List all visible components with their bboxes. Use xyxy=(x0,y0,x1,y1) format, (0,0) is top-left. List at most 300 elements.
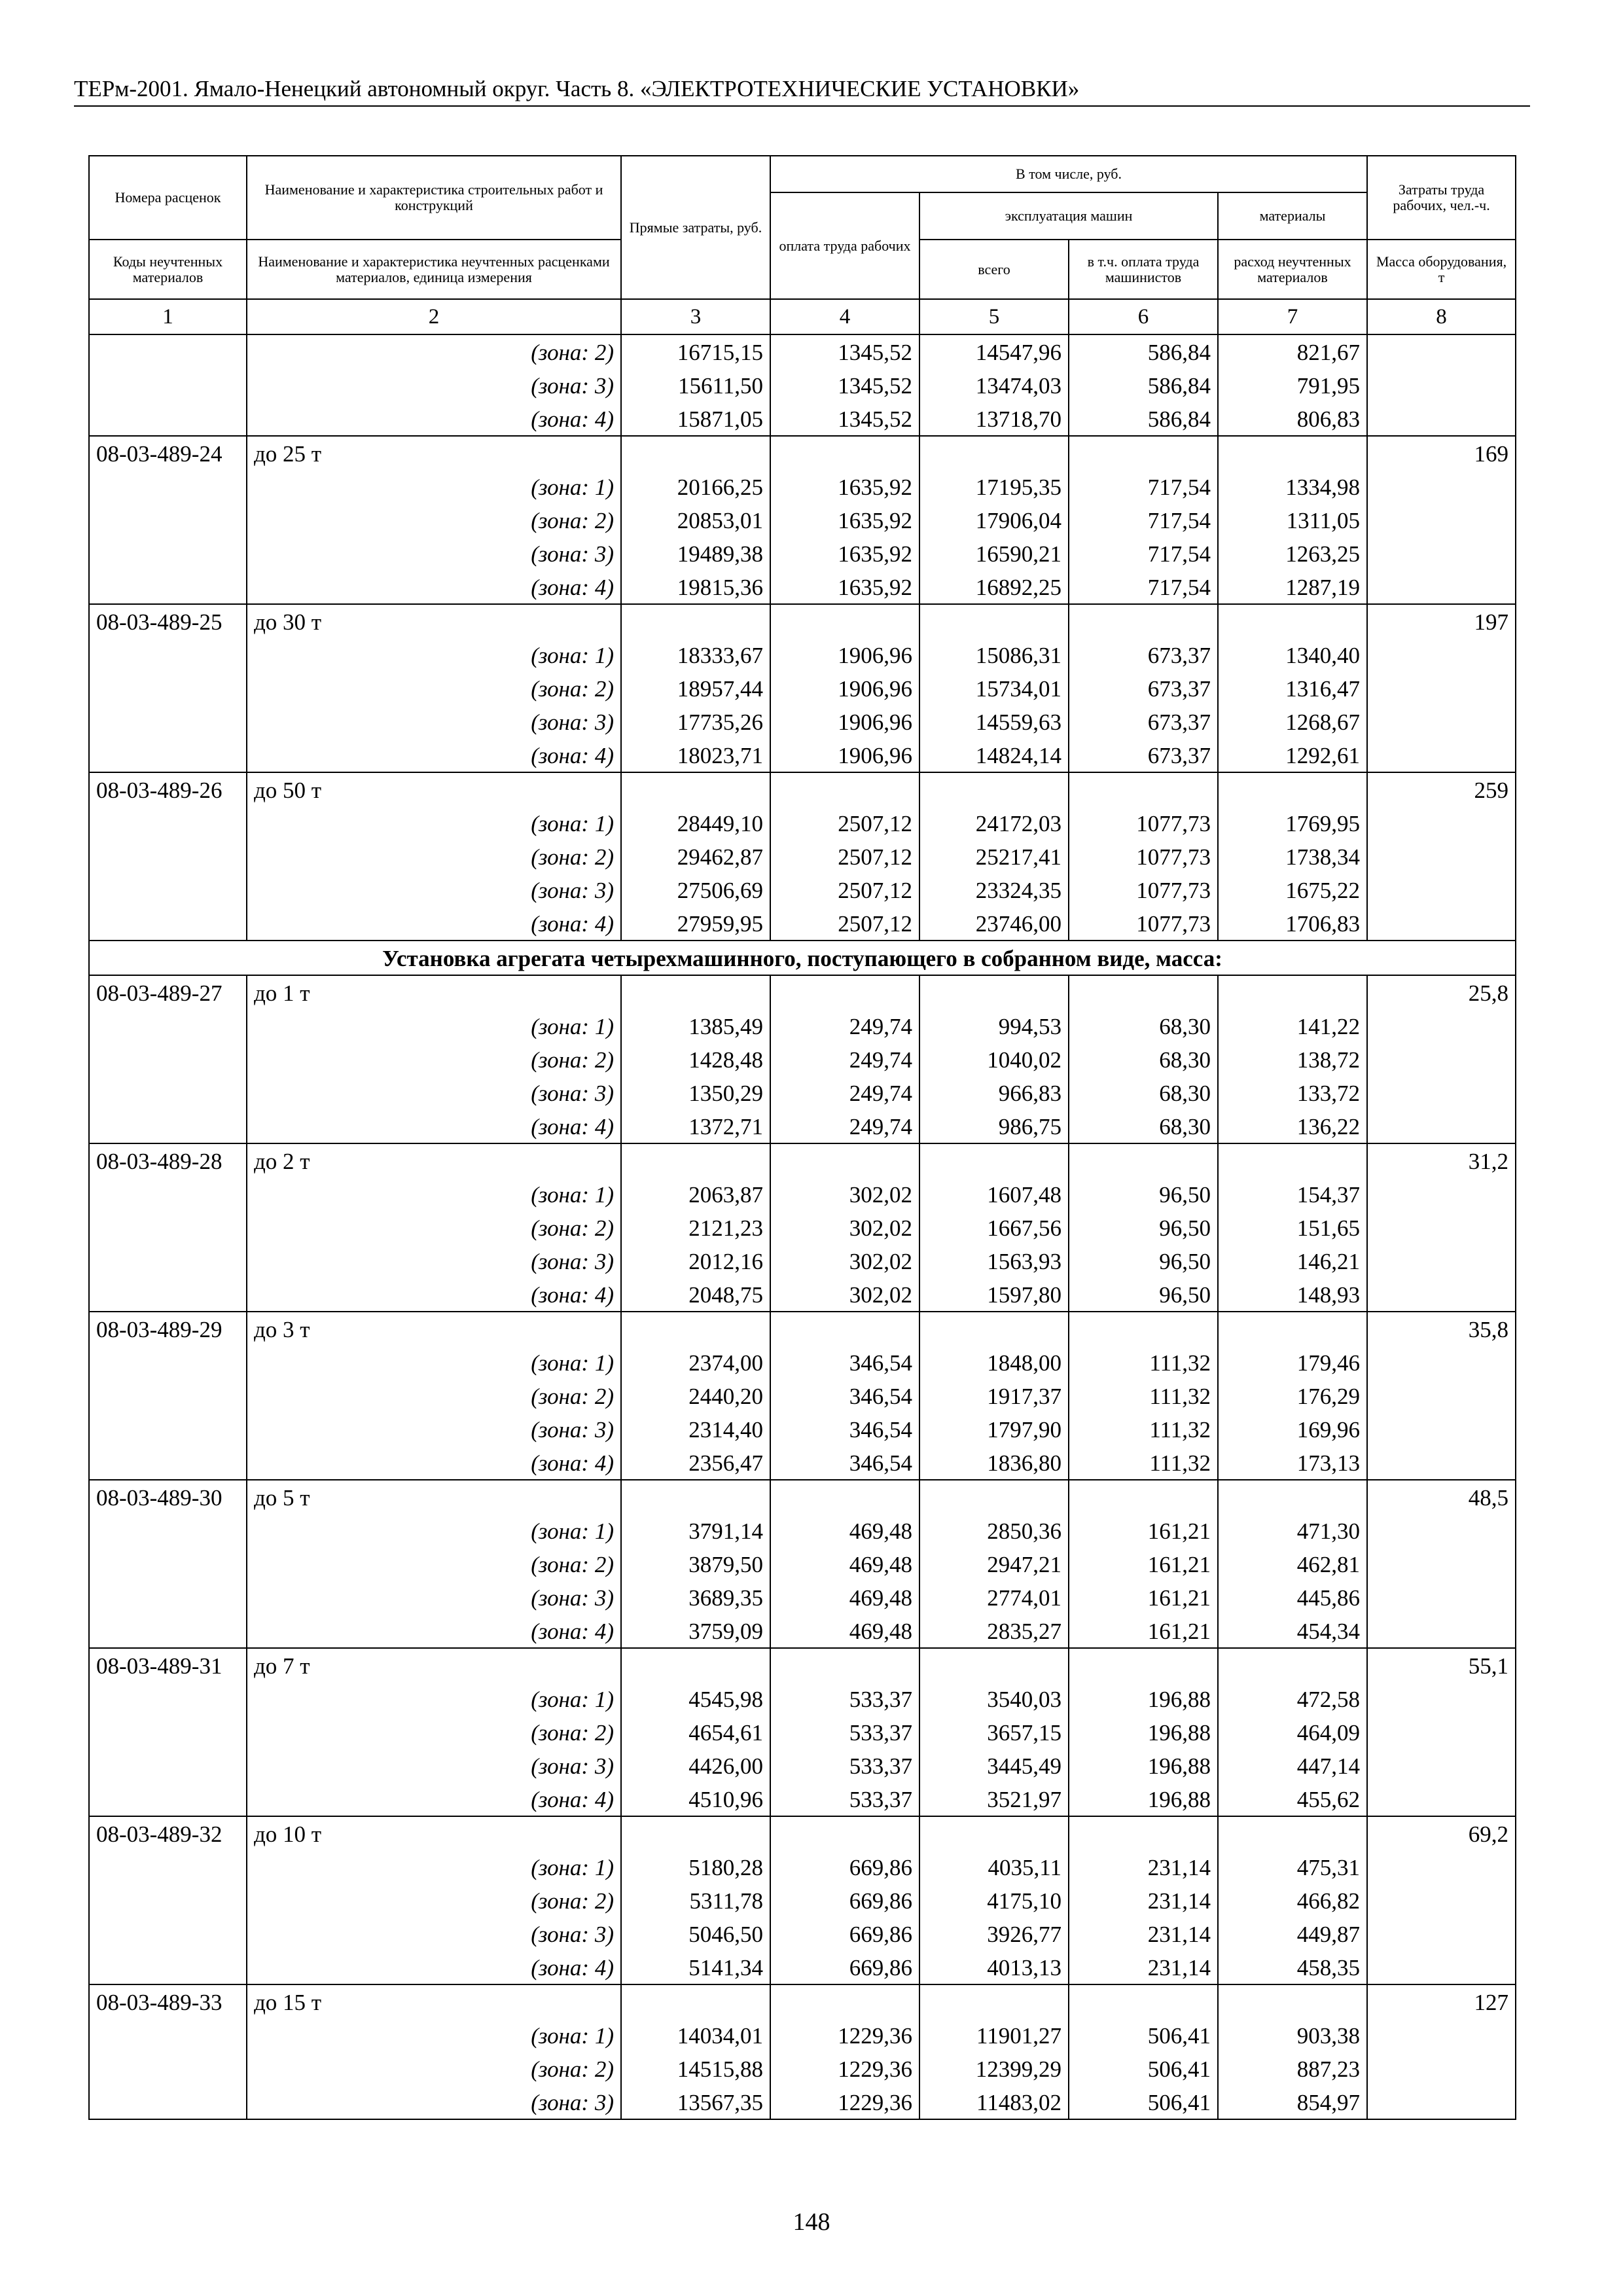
empty-cell xyxy=(919,975,1069,1009)
machine-total: 25217,41 xyxy=(919,840,1069,873)
direct-cost: 18333,67 xyxy=(621,638,770,672)
empty-cell xyxy=(1367,1244,1516,1278)
direct-cost: 5180,28 xyxy=(621,1850,770,1884)
direct-cost: 4426,00 xyxy=(621,1749,770,1782)
rate-item-row xyxy=(89,1312,1516,1346)
empty-cell xyxy=(621,1816,770,1850)
empty-cell xyxy=(89,1278,247,1312)
zone-label: (зона: 2) xyxy=(247,503,621,537)
materials-cost: 1292,61 xyxy=(1218,738,1367,772)
materials-cost: 148,93 xyxy=(1218,1278,1367,1312)
zone-row xyxy=(89,1514,1516,1547)
empty-cell xyxy=(1218,1143,1367,1177)
driver-pay: 231,14 xyxy=(1069,1884,1218,1917)
driver-pay: 196,88 xyxy=(1069,1782,1218,1816)
section-row xyxy=(89,941,1516,975)
header-including: В том числе, руб. xyxy=(770,156,1367,192)
rate-item-row xyxy=(89,604,1516,638)
empty-cell xyxy=(1367,1514,1516,1547)
materials-cost: 151,65 xyxy=(1218,1211,1367,1244)
empty-cell xyxy=(1367,1177,1516,1211)
direct-cost: 2440,20 xyxy=(621,1379,770,1412)
direct-cost: 1372,71 xyxy=(621,1109,770,1143)
zone-row xyxy=(89,1917,1516,1950)
direct-cost: 19489,38 xyxy=(621,537,770,570)
empty-cell xyxy=(89,806,247,840)
empty-cell xyxy=(89,2052,247,2085)
machine-total: 1848,00 xyxy=(919,1346,1069,1379)
empty-cell xyxy=(89,1547,247,1581)
worker-pay: 533,37 xyxy=(770,1782,919,1816)
empty-cell xyxy=(1367,1278,1516,1312)
materials-cost: 464,09 xyxy=(1218,1715,1367,1749)
zone-label: (зона: 2) xyxy=(247,1043,621,1076)
direct-cost: 17735,26 xyxy=(621,705,770,738)
zone-label: (зона: 2) xyxy=(247,334,621,368)
zone-label: (зона: 4) xyxy=(247,1614,621,1648)
direct-cost: 20166,25 xyxy=(621,470,770,503)
rate-code: 08-03-489-27 xyxy=(89,975,247,1009)
materials-cost: 903,38 xyxy=(1218,2018,1367,2052)
item-name: до 30 т xyxy=(247,604,621,638)
driver-pay: 161,21 xyxy=(1069,1547,1218,1581)
rates-table xyxy=(88,155,1516,2120)
zone-row xyxy=(89,1446,1516,1480)
materials-cost: 173,13 xyxy=(1218,1446,1367,1480)
zone-label: (зона: 3) xyxy=(247,537,621,570)
empty-cell xyxy=(1367,1715,1516,1749)
direct-cost: 15611,50 xyxy=(621,368,770,402)
machine-total: 4035,11 xyxy=(919,1850,1069,1884)
empty-cell xyxy=(1367,873,1516,906)
driver-pay: 1077,73 xyxy=(1069,806,1218,840)
materials-cost: 458,35 xyxy=(1218,1950,1367,1984)
empty-cell xyxy=(89,906,247,941)
item-name: до 25 т xyxy=(247,436,621,470)
zone-label: (зона: 1) xyxy=(247,1177,621,1211)
direct-cost: 5311,78 xyxy=(621,1884,770,1917)
empty-cell xyxy=(1367,2052,1516,2085)
machine-total: 994,53 xyxy=(919,1009,1069,1043)
empty-cell xyxy=(1367,1614,1516,1648)
labor-cost: 48,5 xyxy=(1367,1480,1516,1514)
zone-row xyxy=(89,1850,1516,1884)
empty-cell xyxy=(89,1581,247,1614)
zone-label: (зона: 3) xyxy=(247,368,621,402)
machine-total: 23746,00 xyxy=(919,906,1069,941)
zone-label: (зона: 2) xyxy=(247,1211,621,1244)
rate-item-row xyxy=(89,772,1516,806)
materials-cost: 806,83 xyxy=(1218,402,1367,436)
machine-total: 1917,37 xyxy=(919,1379,1069,1412)
materials-cost: 1287,19 xyxy=(1218,570,1367,604)
worker-pay: 1345,52 xyxy=(770,402,919,436)
materials-cost: 1340,40 xyxy=(1218,638,1367,672)
zone-row xyxy=(89,1043,1516,1076)
labor-cost: 127 xyxy=(1367,1984,1516,2018)
zone-row xyxy=(89,368,1516,402)
empty-cell xyxy=(1367,1043,1516,1076)
materials-cost: 821,67 xyxy=(1218,334,1367,368)
worker-pay: 1635,92 xyxy=(770,503,919,537)
zone-row xyxy=(89,1547,1516,1581)
direct-cost: 18957,44 xyxy=(621,672,770,705)
worker-pay: 1906,96 xyxy=(770,672,919,705)
worker-pay: 249,74 xyxy=(770,1043,919,1076)
zone-label: (зона: 4) xyxy=(247,1446,621,1480)
direct-cost: 1385,49 xyxy=(621,1009,770,1043)
empty-cell xyxy=(89,1950,247,1984)
empty-cell xyxy=(770,436,919,470)
zone-row xyxy=(89,1682,1516,1715)
rate-code: 08-03-489-32 xyxy=(89,1816,247,1850)
driver-pay: 673,37 xyxy=(1069,638,1218,672)
zone-label: (зона: 1) xyxy=(247,470,621,503)
header-material-names: Наименование и характеристика неучтенных расценками материалов, единица измерения xyxy=(247,240,621,299)
zone-label: (зона: 3) xyxy=(247,1917,621,1950)
empty-cell xyxy=(89,1177,247,1211)
driver-pay: 96,50 xyxy=(1069,1211,1218,1244)
machine-total: 11901,27 xyxy=(919,2018,1069,2052)
empty-cell xyxy=(1367,368,1516,402)
zone-row xyxy=(89,334,1516,368)
empty-cell xyxy=(621,604,770,638)
worker-pay: 1906,96 xyxy=(770,638,919,672)
empty-cell xyxy=(89,1379,247,1412)
machine-total: 17906,04 xyxy=(919,503,1069,537)
zone-label: (зона: 1) xyxy=(247,1009,621,1043)
machine-total: 3657,15 xyxy=(919,1715,1069,1749)
zone-row xyxy=(89,1715,1516,1749)
zone-label: (зона: 4) xyxy=(247,906,621,941)
direct-cost: 2063,87 xyxy=(621,1177,770,1211)
direct-cost: 4545,98 xyxy=(621,1682,770,1715)
header-machine-total: всего xyxy=(919,240,1069,299)
zone-label: (зона: 1) xyxy=(247,1682,621,1715)
driver-pay: 717,54 xyxy=(1069,537,1218,570)
empty-cell xyxy=(1367,840,1516,873)
empty-cell xyxy=(1367,2018,1516,2052)
machine-total: 2850,36 xyxy=(919,1514,1069,1547)
item-name: до 50 т xyxy=(247,772,621,806)
driver-pay: 1077,73 xyxy=(1069,840,1218,873)
materials-cost: 472,58 xyxy=(1218,1682,1367,1715)
zone-row xyxy=(89,1412,1516,1446)
empty-cell xyxy=(89,1749,247,1782)
empty-cell xyxy=(770,1312,919,1346)
empty-cell xyxy=(1218,604,1367,638)
empty-cell xyxy=(1367,1682,1516,1715)
driver-pay: 68,30 xyxy=(1069,1109,1218,1143)
rate-item-row xyxy=(89,1143,1516,1177)
empty-cell xyxy=(919,772,1069,806)
zone-label: (зона: 1) xyxy=(247,806,621,840)
empty-cell xyxy=(89,334,247,368)
zone-row xyxy=(89,503,1516,537)
worker-pay: 302,02 xyxy=(770,1278,919,1312)
empty-cell xyxy=(89,738,247,772)
empty-cell xyxy=(1218,975,1367,1009)
empty-cell xyxy=(89,1614,247,1648)
header-unaccounted-materials: расход неучтенных материалов xyxy=(1218,240,1367,299)
empty-cell xyxy=(919,1312,1069,1346)
worker-pay: 1345,52 xyxy=(770,334,919,368)
rate-code: 08-03-489-26 xyxy=(89,772,247,806)
zone-label: (зона: 2) xyxy=(247,2052,621,2085)
worker-pay: 669,86 xyxy=(770,1950,919,1984)
zone-row xyxy=(89,906,1516,941)
empty-cell xyxy=(919,436,1069,470)
empty-cell xyxy=(89,368,247,402)
driver-pay: 673,37 xyxy=(1069,672,1218,705)
empty-cell xyxy=(1069,1816,1218,1850)
empty-cell xyxy=(621,772,770,806)
zone-label: (зона: 3) xyxy=(247,1076,621,1109)
column-number: 2 xyxy=(247,299,621,334)
materials-cost: 475,31 xyxy=(1218,1850,1367,1884)
materials-cost: 887,23 xyxy=(1218,2052,1367,2085)
empty-cell xyxy=(89,1412,247,1446)
direct-cost: 2356,47 xyxy=(621,1446,770,1480)
zone-label: (зона: 4) xyxy=(247,1950,621,1984)
rate-item-row xyxy=(89,1984,1516,2018)
empty-cell xyxy=(89,503,247,537)
empty-cell xyxy=(1367,1211,1516,1244)
empty-cell xyxy=(89,1917,247,1950)
driver-pay: 196,88 xyxy=(1069,1715,1218,1749)
driver-pay: 717,54 xyxy=(1069,470,1218,503)
driver-pay: 161,21 xyxy=(1069,1514,1218,1547)
machine-total: 14824,14 xyxy=(919,738,1069,772)
labor-cost: 35,8 xyxy=(1367,1312,1516,1346)
driver-pay: 68,30 xyxy=(1069,1076,1218,1109)
materials-cost: 1311,05 xyxy=(1218,503,1367,537)
empty-cell xyxy=(1367,906,1516,941)
machine-total: 14559,63 xyxy=(919,705,1069,738)
direct-cost: 5141,34 xyxy=(621,1950,770,1984)
materials-cost: 1268,67 xyxy=(1218,705,1367,738)
zone-row xyxy=(89,1009,1516,1043)
driver-pay: 1077,73 xyxy=(1069,906,1218,941)
empty-cell xyxy=(770,1480,919,1514)
zone-label: (зона: 3) xyxy=(247,1244,621,1278)
empty-cell xyxy=(1218,1312,1367,1346)
zone-row xyxy=(89,1076,1516,1109)
item-name: до 3 т xyxy=(247,1312,621,1346)
empty-cell xyxy=(89,638,247,672)
zone-row xyxy=(89,873,1516,906)
empty-cell xyxy=(89,1446,247,1480)
zone-row xyxy=(89,1211,1516,1244)
worker-pay: 346,54 xyxy=(770,1346,919,1379)
empty-cell xyxy=(1069,1984,1218,2018)
zone-label: (зона: 1) xyxy=(247,1346,621,1379)
direct-cost: 28449,10 xyxy=(621,806,770,840)
zone-row xyxy=(89,402,1516,436)
driver-pay: 1077,73 xyxy=(1069,873,1218,906)
driver-pay: 506,41 xyxy=(1069,2018,1218,2052)
driver-pay: 161,21 xyxy=(1069,1581,1218,1614)
materials-cost: 1316,47 xyxy=(1218,672,1367,705)
empty-cell xyxy=(1069,1143,1218,1177)
machine-total: 966,83 xyxy=(919,1076,1069,1109)
labor-cost: 169 xyxy=(1367,436,1516,470)
empty-cell xyxy=(770,1648,919,1682)
direct-cost: 2012,16 xyxy=(621,1244,770,1278)
zone-label: (зона: 1) xyxy=(247,1850,621,1884)
worker-pay: 249,74 xyxy=(770,1009,919,1043)
materials-cost: 136,22 xyxy=(1218,1109,1367,1143)
worker-pay: 533,37 xyxy=(770,1682,919,1715)
empty-cell xyxy=(89,2085,247,2119)
header-labor: Затраты труда рабочих, чел.-ч. xyxy=(1367,156,1516,240)
direct-cost: 3791,14 xyxy=(621,1514,770,1547)
direct-cost: 16715,15 xyxy=(621,334,770,368)
column-number: 8 xyxy=(1367,299,1516,334)
zone-label: (зона: 3) xyxy=(247,2085,621,2119)
empty-cell xyxy=(1367,738,1516,772)
zone-label: (зона: 1) xyxy=(247,1514,621,1547)
empty-cell xyxy=(1367,806,1516,840)
zone-label: (зона: 4) xyxy=(247,1278,621,1312)
worker-pay: 1635,92 xyxy=(770,470,919,503)
item-name: до 5 т xyxy=(247,1480,621,1514)
worker-pay: 469,48 xyxy=(770,1581,919,1614)
driver-pay: 96,50 xyxy=(1069,1177,1218,1211)
materials-cost: 1738,34 xyxy=(1218,840,1367,873)
zone-row xyxy=(89,1749,1516,1782)
empty-cell xyxy=(89,840,247,873)
zone-label: (зона: 2) xyxy=(247,1715,621,1749)
driver-pay: 111,32 xyxy=(1069,1446,1218,1480)
driver-pay: 506,41 xyxy=(1069,2052,1218,2085)
worker-pay: 346,54 xyxy=(770,1446,919,1480)
direct-cost: 27959,95 xyxy=(621,906,770,941)
empty-cell xyxy=(1367,1109,1516,1143)
machine-total: 1667,56 xyxy=(919,1211,1069,1244)
worker-pay: 1229,36 xyxy=(770,2052,919,2085)
column-number-row xyxy=(89,299,1516,334)
worker-pay: 469,48 xyxy=(770,1514,919,1547)
empty-cell xyxy=(621,1984,770,2018)
empty-cell xyxy=(770,1984,919,2018)
zone-label: (зона: 3) xyxy=(247,1412,621,1446)
empty-cell xyxy=(1367,570,1516,604)
empty-cell xyxy=(1367,2085,1516,2119)
worker-pay: 302,02 xyxy=(770,1211,919,1244)
zone-row xyxy=(89,1109,1516,1143)
empty-cell xyxy=(1367,402,1516,436)
item-name: до 1 т xyxy=(247,975,621,1009)
materials-cost: 1263,25 xyxy=(1218,537,1367,570)
empty-cell xyxy=(1367,1917,1516,1950)
rate-code: 08-03-489-30 xyxy=(89,1480,247,1514)
zone-row xyxy=(89,2018,1516,2052)
empty-cell xyxy=(1367,1076,1516,1109)
worker-pay: 533,37 xyxy=(770,1749,919,1782)
empty-cell xyxy=(1367,1446,1516,1480)
zone-label: (зона: 3) xyxy=(247,1749,621,1782)
machine-total: 16590,21 xyxy=(919,537,1069,570)
empty-cell xyxy=(1218,1984,1367,2018)
empty-cell xyxy=(1367,334,1516,368)
zone-row xyxy=(89,672,1516,705)
empty-cell xyxy=(89,1346,247,1379)
driver-pay: 231,14 xyxy=(1069,1917,1218,1950)
machine-total: 4013,13 xyxy=(919,1950,1069,1984)
machine-total: 15086,31 xyxy=(919,638,1069,672)
driver-pay: 111,32 xyxy=(1069,1379,1218,1412)
direct-cost: 3759,09 xyxy=(621,1614,770,1648)
machine-total: 1563,93 xyxy=(919,1244,1069,1278)
empty-cell xyxy=(919,1816,1069,1850)
empty-cell xyxy=(1367,1884,1516,1917)
zone-label: (зона: 4) xyxy=(247,1109,621,1143)
section-title: Установка агрегата четырехмашинного, поступающего в собранном виде, масса: xyxy=(89,941,1516,975)
driver-pay: 161,21 xyxy=(1069,1614,1218,1648)
zone-label: (зона: 2) xyxy=(247,840,621,873)
empty-cell xyxy=(1367,470,1516,503)
zone-row xyxy=(89,537,1516,570)
item-name: до 2 т xyxy=(247,1143,621,1177)
worker-pay: 1229,36 xyxy=(770,2018,919,2052)
direct-cost: 4654,61 xyxy=(621,1715,770,1749)
empty-cell xyxy=(1069,772,1218,806)
direct-cost: 18023,71 xyxy=(621,738,770,772)
zone-row xyxy=(89,1884,1516,1917)
machine-total: 24172,03 xyxy=(919,806,1069,840)
machine-total: 17195,35 xyxy=(919,470,1069,503)
zone-row xyxy=(89,1244,1516,1278)
rate-code: 08-03-489-25 xyxy=(89,604,247,638)
machine-total: 11483,02 xyxy=(919,2085,1069,2119)
empty-cell xyxy=(89,1009,247,1043)
driver-pay: 586,84 xyxy=(1069,402,1218,436)
empty-cell xyxy=(1218,1480,1367,1514)
item-name: до 7 т xyxy=(247,1648,621,1682)
empty-cell xyxy=(621,436,770,470)
header-driver-pay: в т.ч. оплата труда машинистов xyxy=(1069,240,1218,299)
worker-pay: 1635,92 xyxy=(770,537,919,570)
item-name: до 10 т xyxy=(247,1816,621,1850)
materials-cost: 1769,95 xyxy=(1218,806,1367,840)
empty-cell xyxy=(89,470,247,503)
header-equipment-mass: Масса оборудования, т xyxy=(1367,240,1516,299)
machine-total: 3540,03 xyxy=(919,1682,1069,1715)
driver-pay: 196,88 xyxy=(1069,1749,1218,1782)
zone-row xyxy=(89,840,1516,873)
materials-cost: 141,22 xyxy=(1218,1009,1367,1043)
empty-cell xyxy=(1069,1648,1218,1682)
driver-pay: 231,14 xyxy=(1069,1950,1218,1984)
column-number: 3 xyxy=(621,299,770,334)
driver-pay: 96,50 xyxy=(1069,1244,1218,1278)
empty-cell xyxy=(1218,1648,1367,1682)
empty-cell xyxy=(89,1715,247,1749)
rate-code: 08-03-489-31 xyxy=(89,1648,247,1682)
page-header: ТЕРм-2001. Ямало-Ненецкий автономный округ. Часть 8. «ЭЛЕКТРОТЕХНИЧЕСКИЕ УСТАНОВКИ» xyxy=(74,76,1080,101)
zone-row xyxy=(89,470,1516,503)
empty-cell xyxy=(89,1244,247,1278)
worker-pay: 1635,92 xyxy=(770,570,919,604)
driver-pay: 717,54 xyxy=(1069,503,1218,537)
machine-total: 1797,90 xyxy=(919,1412,1069,1446)
empty-cell xyxy=(1367,672,1516,705)
empty-cell xyxy=(1367,1950,1516,1984)
empty-cell xyxy=(770,772,919,806)
rate-item-row xyxy=(89,1648,1516,1682)
direct-cost: 29462,87 xyxy=(621,840,770,873)
